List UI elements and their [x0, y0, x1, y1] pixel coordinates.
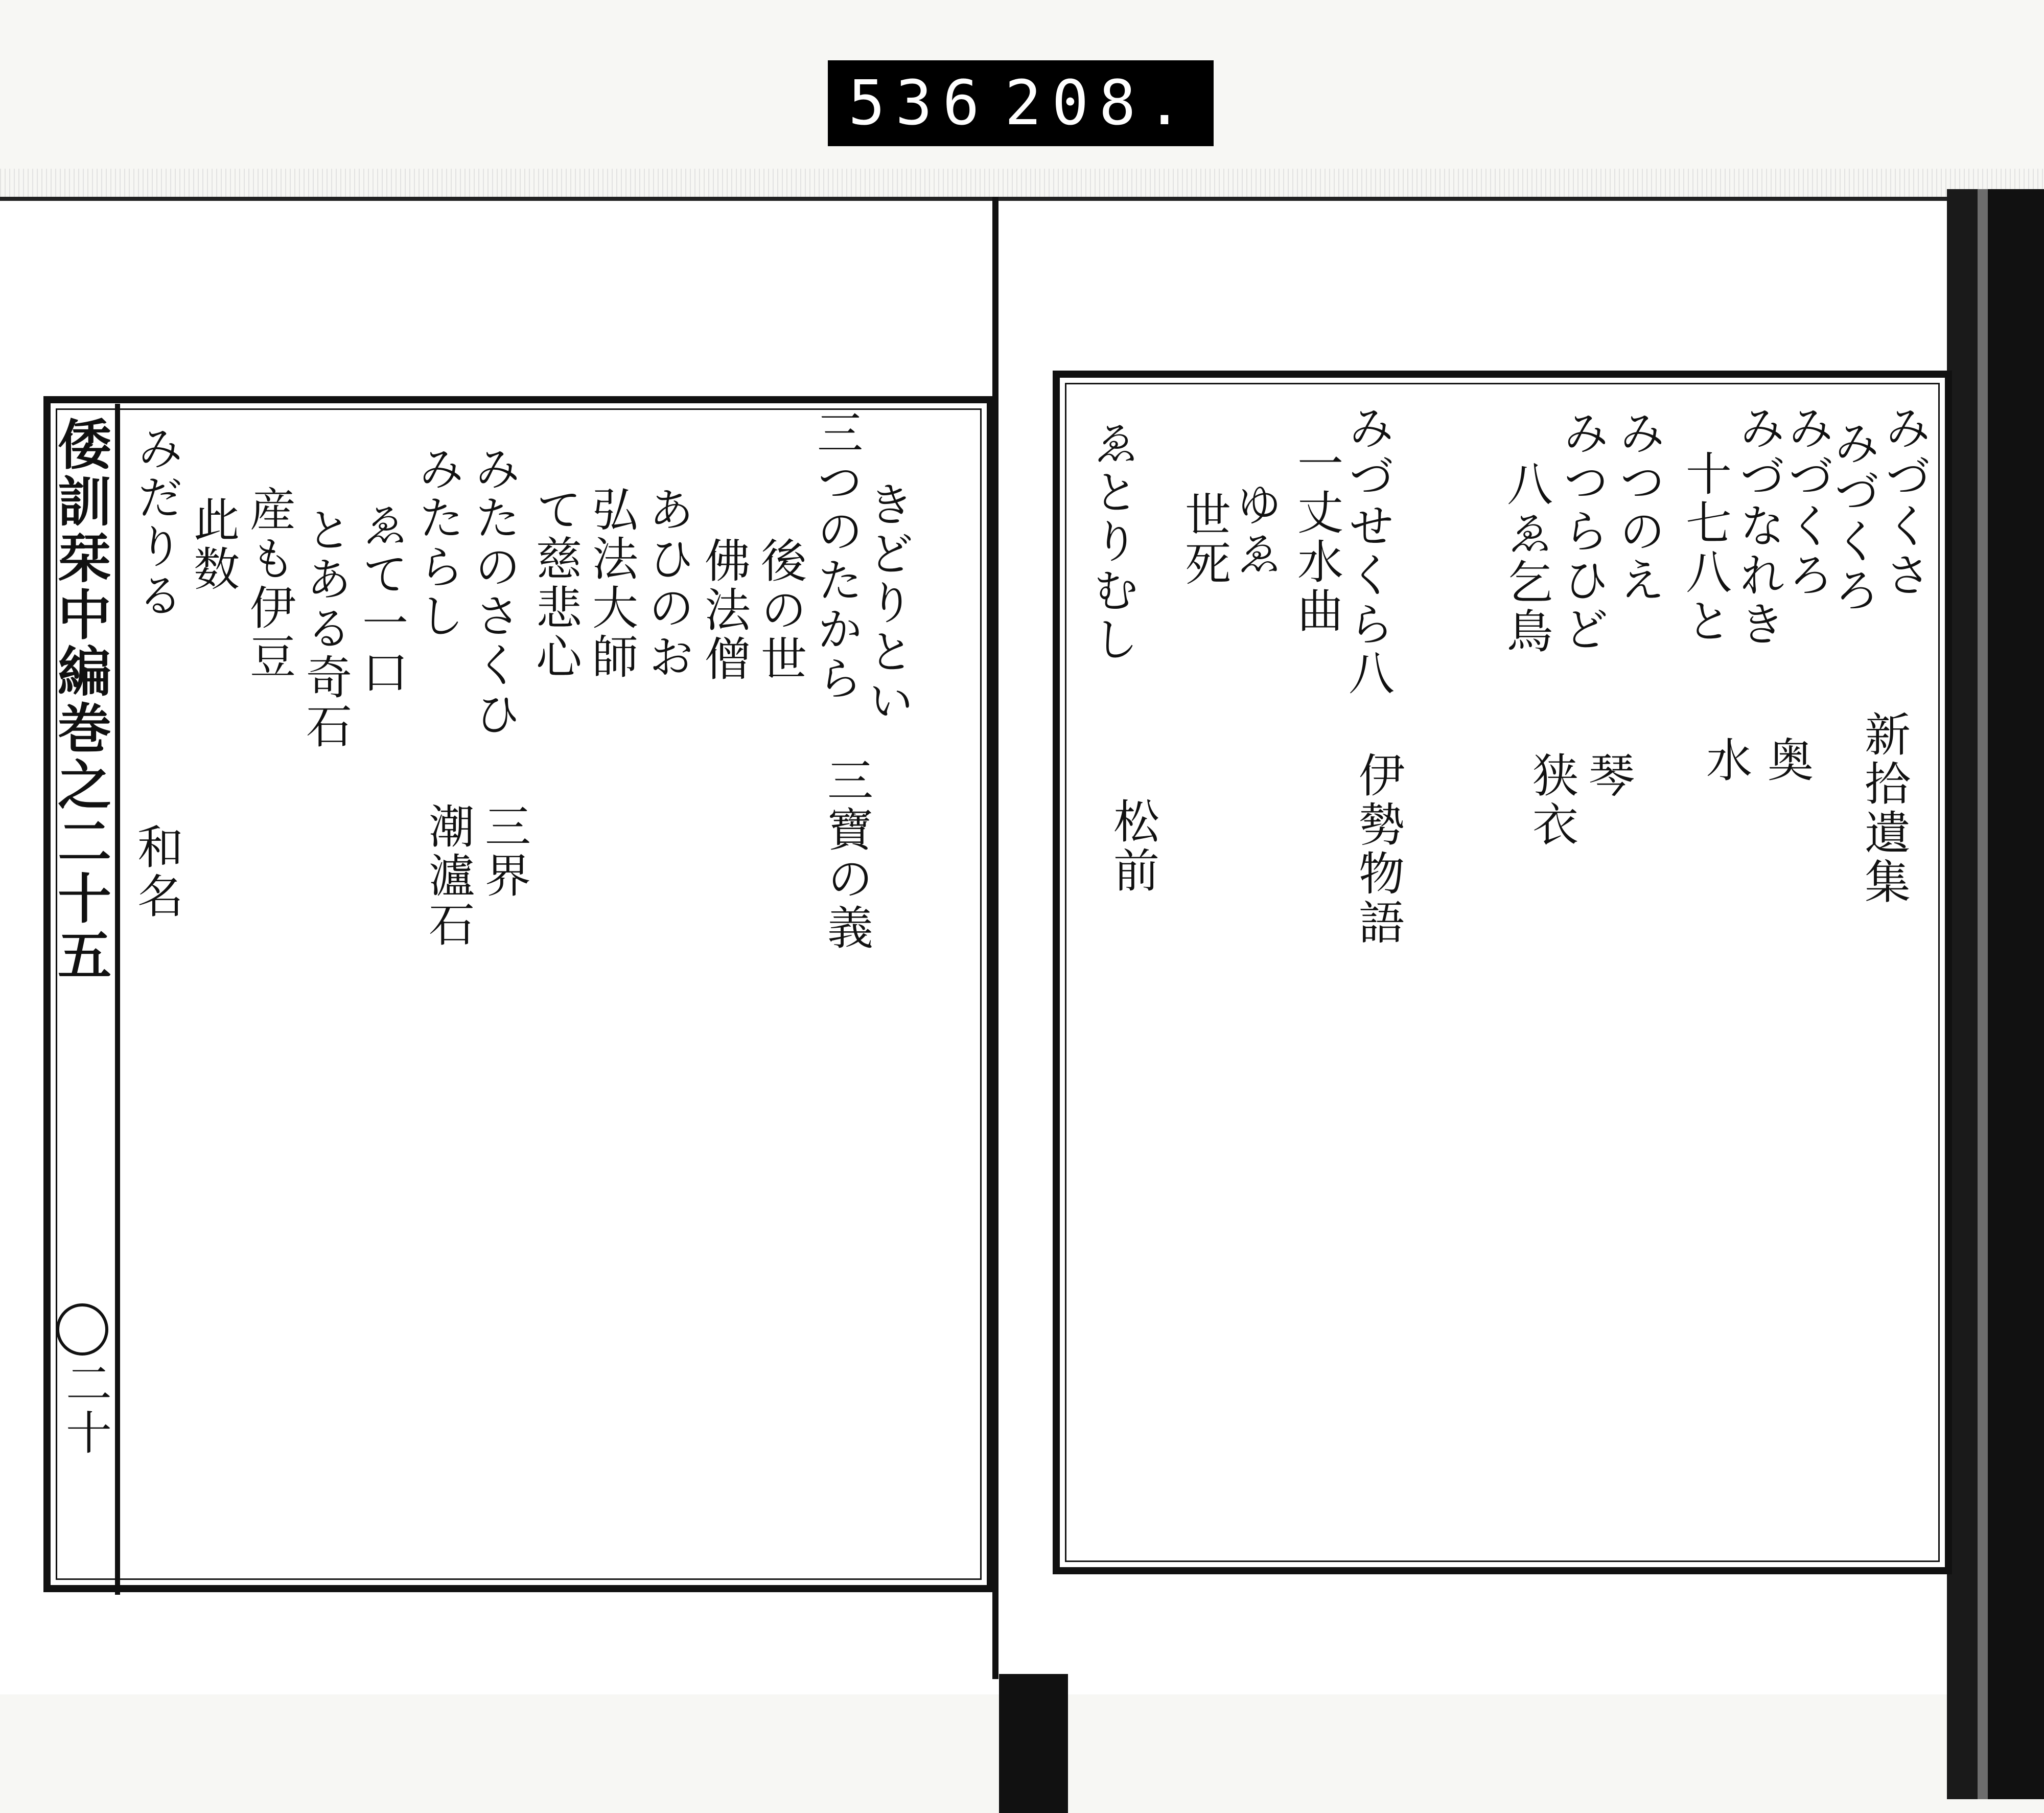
right-col-14: 新拾遺集 — [1856, 710, 1910, 907]
left-col-18: 和名 — [129, 823, 183, 921]
left-col-3: 後の世 — [753, 537, 806, 684]
left-col-15: 三寶の義 — [819, 756, 873, 953]
book-spine-block — [999, 1674, 1068, 1813]
running-title: 倭訓栞中編巻之二十五 — [49, 417, 112, 984]
archive-label-right-number: 208. — [1005, 67, 1193, 139]
right-col-4: みづなれき — [1731, 404, 1785, 649]
left-col-14: みだりる — [129, 424, 183, 621]
left-col-5: あひのお — [640, 486, 694, 682]
right-col-6: みつのえ — [1611, 409, 1665, 605]
archive-label-left-number: 536 — [848, 67, 990, 139]
folio-circle — [56, 1303, 108, 1356]
right-col-5: 十七八と — [1678, 450, 1731, 646]
right-col-9: みづせくら八 — [1340, 404, 1394, 698]
right-col-1: みづくさ — [1877, 404, 1931, 600]
right-col-17: 琴 — [1581, 751, 1634, 800]
left-col-17: 潮瀘石 — [421, 802, 474, 950]
right-col-10: 一丈水曲 — [1289, 440, 1343, 636]
scan-noise-band — [0, 169, 2044, 199]
left-col-2: 三つのたから — [809, 409, 863, 703]
left-col-8: みたのさくひ — [467, 445, 520, 739]
right-col-7: みつらひど — [1555, 409, 1609, 654]
right-col-2: みづくろ — [1826, 419, 1879, 615]
right-col-20: 松前 — [1105, 797, 1159, 896]
archive-label — [828, 60, 1214, 146]
left-col-7: て慈悲心 — [528, 486, 582, 682]
right-col-12: 世死 — [1177, 491, 1230, 589]
right-col-13: ゑとりむし — [1085, 419, 1139, 664]
right-col-19: 伊勢物語 — [1351, 751, 1404, 948]
right-book-edge — [1947, 189, 2044, 1799]
left-col-9: みたらし — [410, 445, 464, 641]
left-col-6: 弘法大師 — [584, 486, 638, 682]
left-col-13: 此数 — [185, 496, 239, 594]
left-col-11: とある奇石 — [298, 506, 352, 751]
folio-number: 二十 — [58, 1360, 111, 1458]
right-col-11: ゆゑ — [1228, 480, 1282, 579]
right-col-8: 八ゑ乞鳥 — [1499, 460, 1552, 656]
left-col-12: 産も伊豆 — [242, 486, 295, 682]
right-col-15: 奥 — [1759, 736, 1813, 785]
right-col-18: 狭衣 — [1524, 751, 1578, 850]
left-col-16: 三界 — [477, 802, 530, 901]
left-col-1: きどりとい — [860, 480, 914, 726]
left-col-4: 佛法僧 — [696, 537, 750, 684]
right-col-16: 水 — [1698, 736, 1752, 785]
left-col-10: ゑて一口 — [354, 501, 408, 697]
right-col-3: みづくろ — [1780, 404, 1833, 600]
